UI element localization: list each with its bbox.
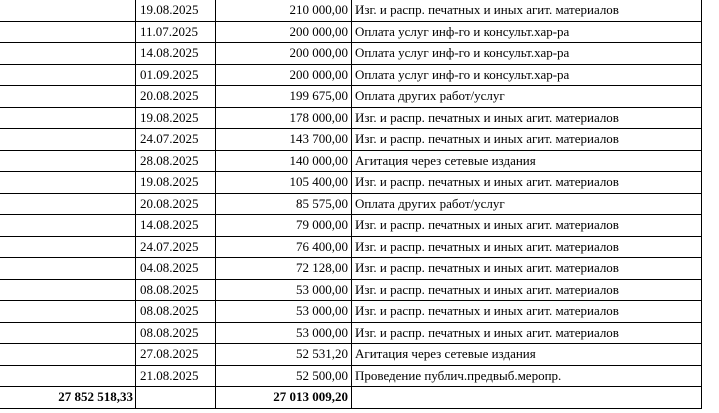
cell-date[interactable]: 19.08.2025	[136, 107, 216, 129]
cell-date[interactable]: 27.08.2025	[136, 344, 216, 366]
cell-purpose[interactable]: Изг. и распр. печатных и иных агит. материалов	[352, 322, 702, 344]
table-row[interactable]	[0, 215, 702, 237]
cell-amount[interactable]: 53 000,00	[216, 322, 352, 344]
cell-date[interactable]: 01.09.2025	[136, 64, 216, 86]
total-cell-amount[interactable]: 27 013 009,20	[216, 387, 352, 409]
table-row[interactable]	[0, 193, 702, 215]
cell-col-a[interactable]	[0, 279, 136, 301]
cell-purpose[interactable]: Оплата других работ/услуг	[352, 86, 702, 108]
cell-date[interactable]: 19.08.2025	[136, 0, 216, 21]
cell-amount[interactable]: 53 000,00	[216, 301, 352, 323]
table-row[interactable]	[0, 129, 702, 151]
cell-amount[interactable]: 200 000,00	[216, 21, 352, 43]
cell-date[interactable]: 14.08.2025	[136, 215, 216, 237]
cell-amount[interactable]: 140 000,00	[216, 150, 352, 172]
cell-amount[interactable]: 85 575,00	[216, 193, 352, 215]
cell-purpose[interactable]: Изг. и распр. печатных и иных агит. материалов	[352, 129, 702, 151]
cell-purpose[interactable]: Проведение публич.предвыб.меропр.	[352, 365, 702, 387]
cell-amount[interactable]: 72 128,00	[216, 258, 352, 280]
table-row[interactable]	[0, 172, 702, 194]
cell-col-a[interactable]	[0, 193, 136, 215]
table-row[interactable]	[0, 150, 702, 172]
cell-date[interactable]: 08.08.2025	[136, 279, 216, 301]
cell-date[interactable]: 11.07.2025	[136, 21, 216, 43]
table-row[interactable]	[0, 21, 702, 43]
cell-col-a[interactable]	[0, 215, 136, 237]
cell-amount[interactable]: 52 531,20	[216, 344, 352, 366]
table-row[interactable]	[0, 236, 702, 258]
cell-date[interactable]: 20.08.2025	[136, 193, 216, 215]
cell-col-a[interactable]	[0, 322, 136, 344]
table-row[interactable]	[0, 86, 702, 108]
table-row[interactable]	[0, 322, 702, 344]
cell-col-a[interactable]	[0, 0, 136, 21]
cell-amount[interactable]: 199 675,00	[216, 86, 352, 108]
cell-purpose[interactable]: Изг. и распр. печатных и иных агит. материалов	[352, 215, 702, 237]
cell-amount[interactable]: 105 400,00	[216, 172, 352, 194]
cell-purpose[interactable]: Агитация через сетевые издания	[352, 344, 702, 366]
cell-purpose[interactable]: Изг. и распр. печатных и иных агит. материалов	[352, 236, 702, 258]
cell-amount[interactable]: 79 000,00	[216, 215, 352, 237]
cell-purpose[interactable]: Оплата услуг инф-го и консульт.хар-ра	[352, 43, 702, 65]
cell-col-a[interactable]	[0, 21, 136, 43]
cell-date[interactable]: 24.07.2025	[136, 129, 216, 151]
cell-col-a[interactable]	[0, 107, 136, 129]
cell-col-a[interactable]	[0, 64, 136, 86]
cell-purpose[interactable]: Изг. и распр. печатных и иных агит. материалов	[352, 301, 702, 323]
cell-col-a[interactable]	[0, 236, 136, 258]
cell-amount[interactable]: 200 000,00	[216, 64, 352, 86]
cell-purpose[interactable]: Изг. и распр. печатных и иных агит. материалов	[352, 258, 702, 280]
cell-col-a[interactable]	[0, 129, 136, 151]
total-cell-purpose[interactable]	[352, 387, 702, 409]
cell-amount[interactable]: 200 000,00	[216, 43, 352, 65]
cell-amount[interactable]: 76 400,00	[216, 236, 352, 258]
cell-col-a[interactable]	[0, 86, 136, 108]
cell-date[interactable]: 19.08.2025	[136, 172, 216, 194]
cell-amount[interactable]: 53 000,00	[216, 279, 352, 301]
cell-date[interactable]: 14.08.2025	[136, 43, 216, 65]
total-cell-col-a[interactable]: 27 852 518,33	[0, 387, 136, 409]
cell-purpose[interactable]: Оплата услуг инф-го и консульт.хар-ра	[352, 64, 702, 86]
cell-col-a[interactable]	[0, 301, 136, 323]
totals-row[interactable]	[0, 387, 702, 409]
cell-purpose[interactable]: Изг. и распр. печатных и иных агит. материалов	[352, 107, 702, 129]
cell-amount[interactable]: 178 000,00	[216, 107, 352, 129]
cell-amount[interactable]: 143 700,00	[216, 129, 352, 151]
cell-purpose[interactable]: Изг. и распр. печатных и иных агит. материалов	[352, 0, 702, 21]
cell-date[interactable]: 24.07.2025	[136, 236, 216, 258]
cell-date[interactable]: 28.08.2025	[136, 150, 216, 172]
cell-col-a[interactable]	[0, 365, 136, 387]
cell-col-a[interactable]	[0, 344, 136, 366]
cell-purpose[interactable]: Оплата услуг инф-го и консульт.хар-ра	[352, 21, 702, 43]
cell-purpose[interactable]: Агитация через сетевые издания	[352, 150, 702, 172]
cell-date[interactable]: 04.08.2025	[136, 258, 216, 280]
cell-purpose[interactable]: Изг. и распр. печатных и иных агит. материалов	[352, 279, 702, 301]
table-row[interactable]	[0, 258, 702, 280]
table-row[interactable]	[0, 279, 702, 301]
table-row[interactable]	[0, 43, 702, 65]
cell-purpose[interactable]: Оплата других работ/услуг	[352, 193, 702, 215]
cell-col-a[interactable]	[0, 150, 136, 172]
cell-date[interactable]: 20.08.2025	[136, 86, 216, 108]
table-row[interactable]	[0, 301, 702, 323]
table-row[interactable]	[0, 365, 702, 387]
table-row[interactable]	[0, 107, 702, 129]
cell-col-a[interactable]	[0, 43, 136, 65]
cell-col-a[interactable]	[0, 172, 136, 194]
total-cell-date[interactable]	[136, 387, 216, 409]
cell-amount[interactable]: 210 000,00	[216, 0, 352, 21]
cell-date[interactable]: 08.08.2025	[136, 322, 216, 344]
cell-date[interactable]: 08.08.2025	[136, 301, 216, 323]
table-row[interactable]	[0, 64, 702, 86]
table-row[interactable]	[0, 344, 702, 366]
cell-amount[interactable]: 52 500,00	[216, 365, 352, 387]
cell-purpose[interactable]: Изг. и распр. печатных и иных агит. материалов	[352, 172, 702, 194]
table-row[interactable]	[0, 0, 702, 21]
cell-col-a[interactable]	[0, 258, 136, 280]
cell-date[interactable]: 21.08.2025	[136, 365, 216, 387]
